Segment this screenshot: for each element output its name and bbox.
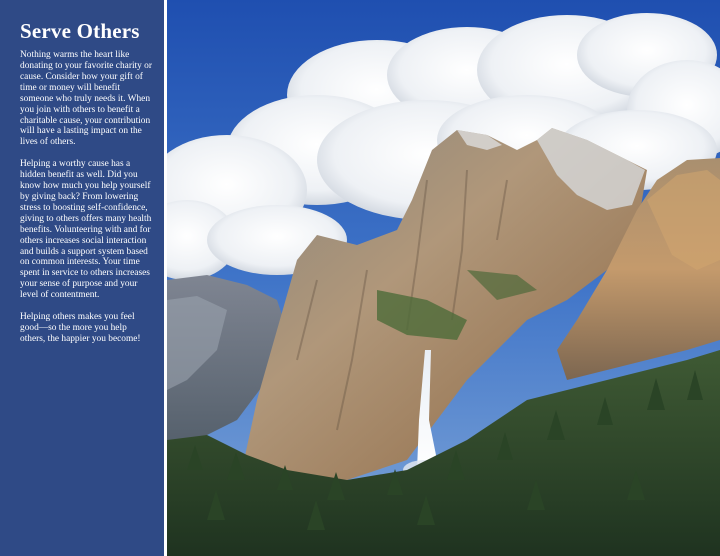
body-paragraph-2: Helping a worthy cause has a hidden benefit as well. Did you know how much you help yourself by giving back? From lowering stress to boosting self-confidence, giving to others offers many health benefits. Volunteering with and for others increases social interaction and builds a support system based on common interests. Your time spent in service to others increases your sense of purpose and your level of contentment. <box>20 159 152 301</box>
body-paragraph-1: Nothing warms the heart like donating to your favorite charity or cause. Consider how your gift of time or money will benefit someone who truly needs it. When you join with others to benefit a charitable cause, your contribution will have a lasting impact on the lives of others. <box>20 50 152 148</box>
body-paragraph-3: Helping others makes you feel good—so the more you help others, the happier you become! <box>20 312 141 344</box>
mountain-waterfall-photo <box>167 0 720 556</box>
text-sidebar <box>0 0 164 556</box>
page-title: Serve Others <box>20 19 140 43</box>
